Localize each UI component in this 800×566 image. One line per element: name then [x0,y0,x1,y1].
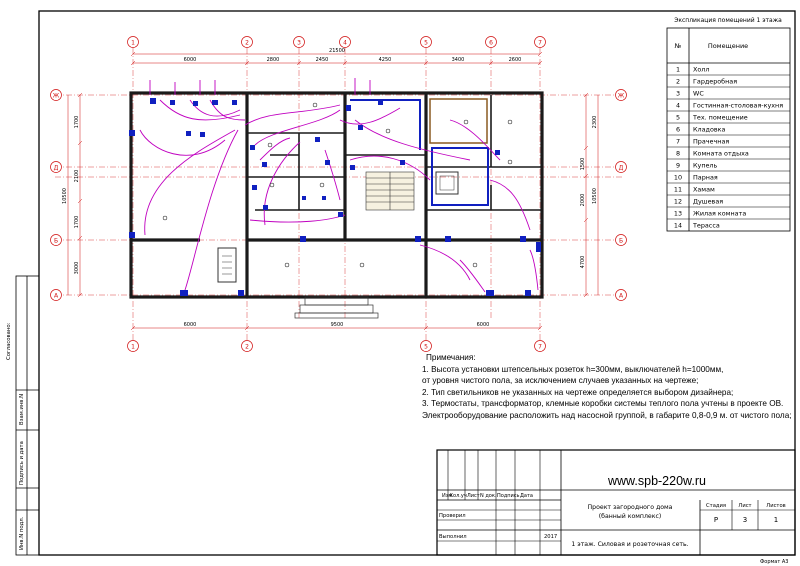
dim-top: 2450 [315,57,329,63]
stamp-replace-inv: Взам.инв.N [19,393,25,425]
room-name: Хамам [693,185,715,194]
dim-top-total: 21500 [329,48,345,54]
dim-left: 1700 [74,215,80,229]
dim-top: 3400 [451,57,465,63]
tb-col: Кол.уч [449,493,467,499]
fireplace [218,248,236,282]
table-col-name: Помещение [707,42,749,50]
dim-left-total: 10500 [62,188,68,204]
axis-label: 1 [131,39,135,47]
tb-col: Лист [467,493,480,499]
sheet-format: Формат А3 [760,559,789,565]
axis-label: 2 [245,343,249,351]
note-line: 1. Высота установки штепсельных розеток h=300мм, выключателей h=1000мм, [422,364,724,374]
axis-label: Б [618,237,624,245]
room-name: Холл [693,65,710,74]
axis-label: 7 [538,343,542,351]
room-name: Купель [693,161,718,170]
wiring [140,78,538,292]
note-line: 2. Тип светильников не указанных на чертеже определяется выбором дизайнера; [422,387,734,397]
stamp-inv-orig: Инв.N подл. [19,516,25,550]
axis-label: Б [53,237,59,245]
table-col-num: № [674,42,682,50]
axis-label: 3 [297,39,301,47]
axis-label: 1 [131,343,135,351]
tb-sheet-h: Лист [738,503,752,509]
room-name: Душевая [693,197,724,206]
note-line: 3. Термостаты, трансформатор, клемные коробки системы теплого пола учтены в проекте ОВ. [422,399,784,409]
dim-top: 4250 [378,57,392,63]
room-name: Жилая комната [693,209,747,218]
dim-top: 2600 [508,57,522,63]
sauna-room [430,99,487,143]
dim-right: 2000 [580,193,586,207]
room-number: 4 [675,101,681,110]
dim-bottom: 6000 [183,322,197,328]
room-number: 2 [675,77,681,86]
room-name: Терасса [693,221,720,230]
axis-label: Ж [52,92,60,100]
dim-bottom: 6000 [476,322,490,328]
room-number: 14 [673,221,683,230]
dim-left: 3000 [74,261,80,275]
axis-label: Д [618,164,624,172]
dim-right: 2300 [592,115,598,129]
room-name: Кладовка [693,125,726,134]
devices [129,98,541,296]
axis-label: А [53,292,59,300]
notes [422,352,792,422]
room-number: 12 [673,197,683,206]
terrace-steps [295,297,378,318]
tb-col: Дата [520,493,533,499]
axis-label: 5 [424,39,428,47]
dim-right: 1500 [580,157,586,171]
tb-drawing: 1 этаж. Силовая и розеточная сеть. [571,541,689,548]
tb-stage-h: Стадия [706,503,726,509]
table-title: Экспликация помещений 1 этажа [674,17,782,24]
tb-project: (банный комплекс) [598,513,662,520]
room-number: 6 [675,125,681,134]
floor-plan [51,37,627,352]
dim-bottom: 9500 [330,322,344,328]
room-number: 13 [673,209,683,218]
tb-stage: Р [713,516,719,524]
axis-label: 6 [489,39,493,47]
site-url[interactable]: www.spb-220w.ru [608,474,706,488]
room-name: Парная [693,173,718,182]
stamp-sign-date: Подпись и дата [19,441,25,485]
tb-project: Проект загородного дома [587,504,673,511]
walls [131,93,542,297]
note-line: Электрооборудование расположить над насосной группой, в габарите 0,8-0,9 м. от чистого пола; [422,410,792,420]
room-number: 1 [675,65,681,74]
room-table [667,17,790,231]
room-number: 9 [675,161,681,170]
room-number: 5 [675,113,681,122]
tb-year: 2017 [544,534,558,540]
axis-label: Ж [617,92,625,100]
pool [436,172,458,194]
tb-sheet: 3 [742,516,748,524]
room-number: 11 [673,185,683,194]
stairs [366,172,414,210]
note-line: от уровня чистого пола, за исключением случаев указанных на чертеже; [422,376,699,386]
dim-top: 6000 [183,57,197,63]
tb-sheets-h: Листов [766,503,786,509]
room-name: Комната отдыха [693,149,749,158]
tb-checked: Проверил [439,513,466,519]
dim-left: 1700 [74,115,80,129]
stamp-agreed: Согласовано: [6,322,12,360]
dim-top: 2800 [266,57,280,63]
dim-right-total: 10500 [592,188,598,204]
tb-done: Выполнил [439,534,467,540]
dim-right: 4700 [580,255,586,269]
tb-col: N док. [480,493,497,499]
axis-label: 2 [245,39,249,47]
tb-col: Изм [442,493,453,499]
dim-left: 2100 [74,169,80,183]
room-number: 7 [675,137,681,146]
room-name: Гостинная-столовая-кухня [693,101,784,110]
axis-label: 7 [538,39,542,47]
axis-label: Д [53,164,59,172]
notes-heading: Примечания: [426,353,476,362]
axis-label: 5 [424,343,428,351]
axis-label: 4 [343,39,347,47]
room-name: Тех. помещение [693,113,748,122]
axis-label: А [618,292,624,300]
tb-col: Подпись [497,493,520,499]
room-number: 10 [673,173,683,182]
tb-sheets: 1 [773,516,779,524]
room-name: WC [693,89,704,98]
room-number: 3 [675,89,681,98]
room-name: Прачечная [693,137,730,146]
room-markers [163,103,512,267]
room-number: 8 [675,149,681,158]
room-name: Гардеробная [693,77,738,86]
